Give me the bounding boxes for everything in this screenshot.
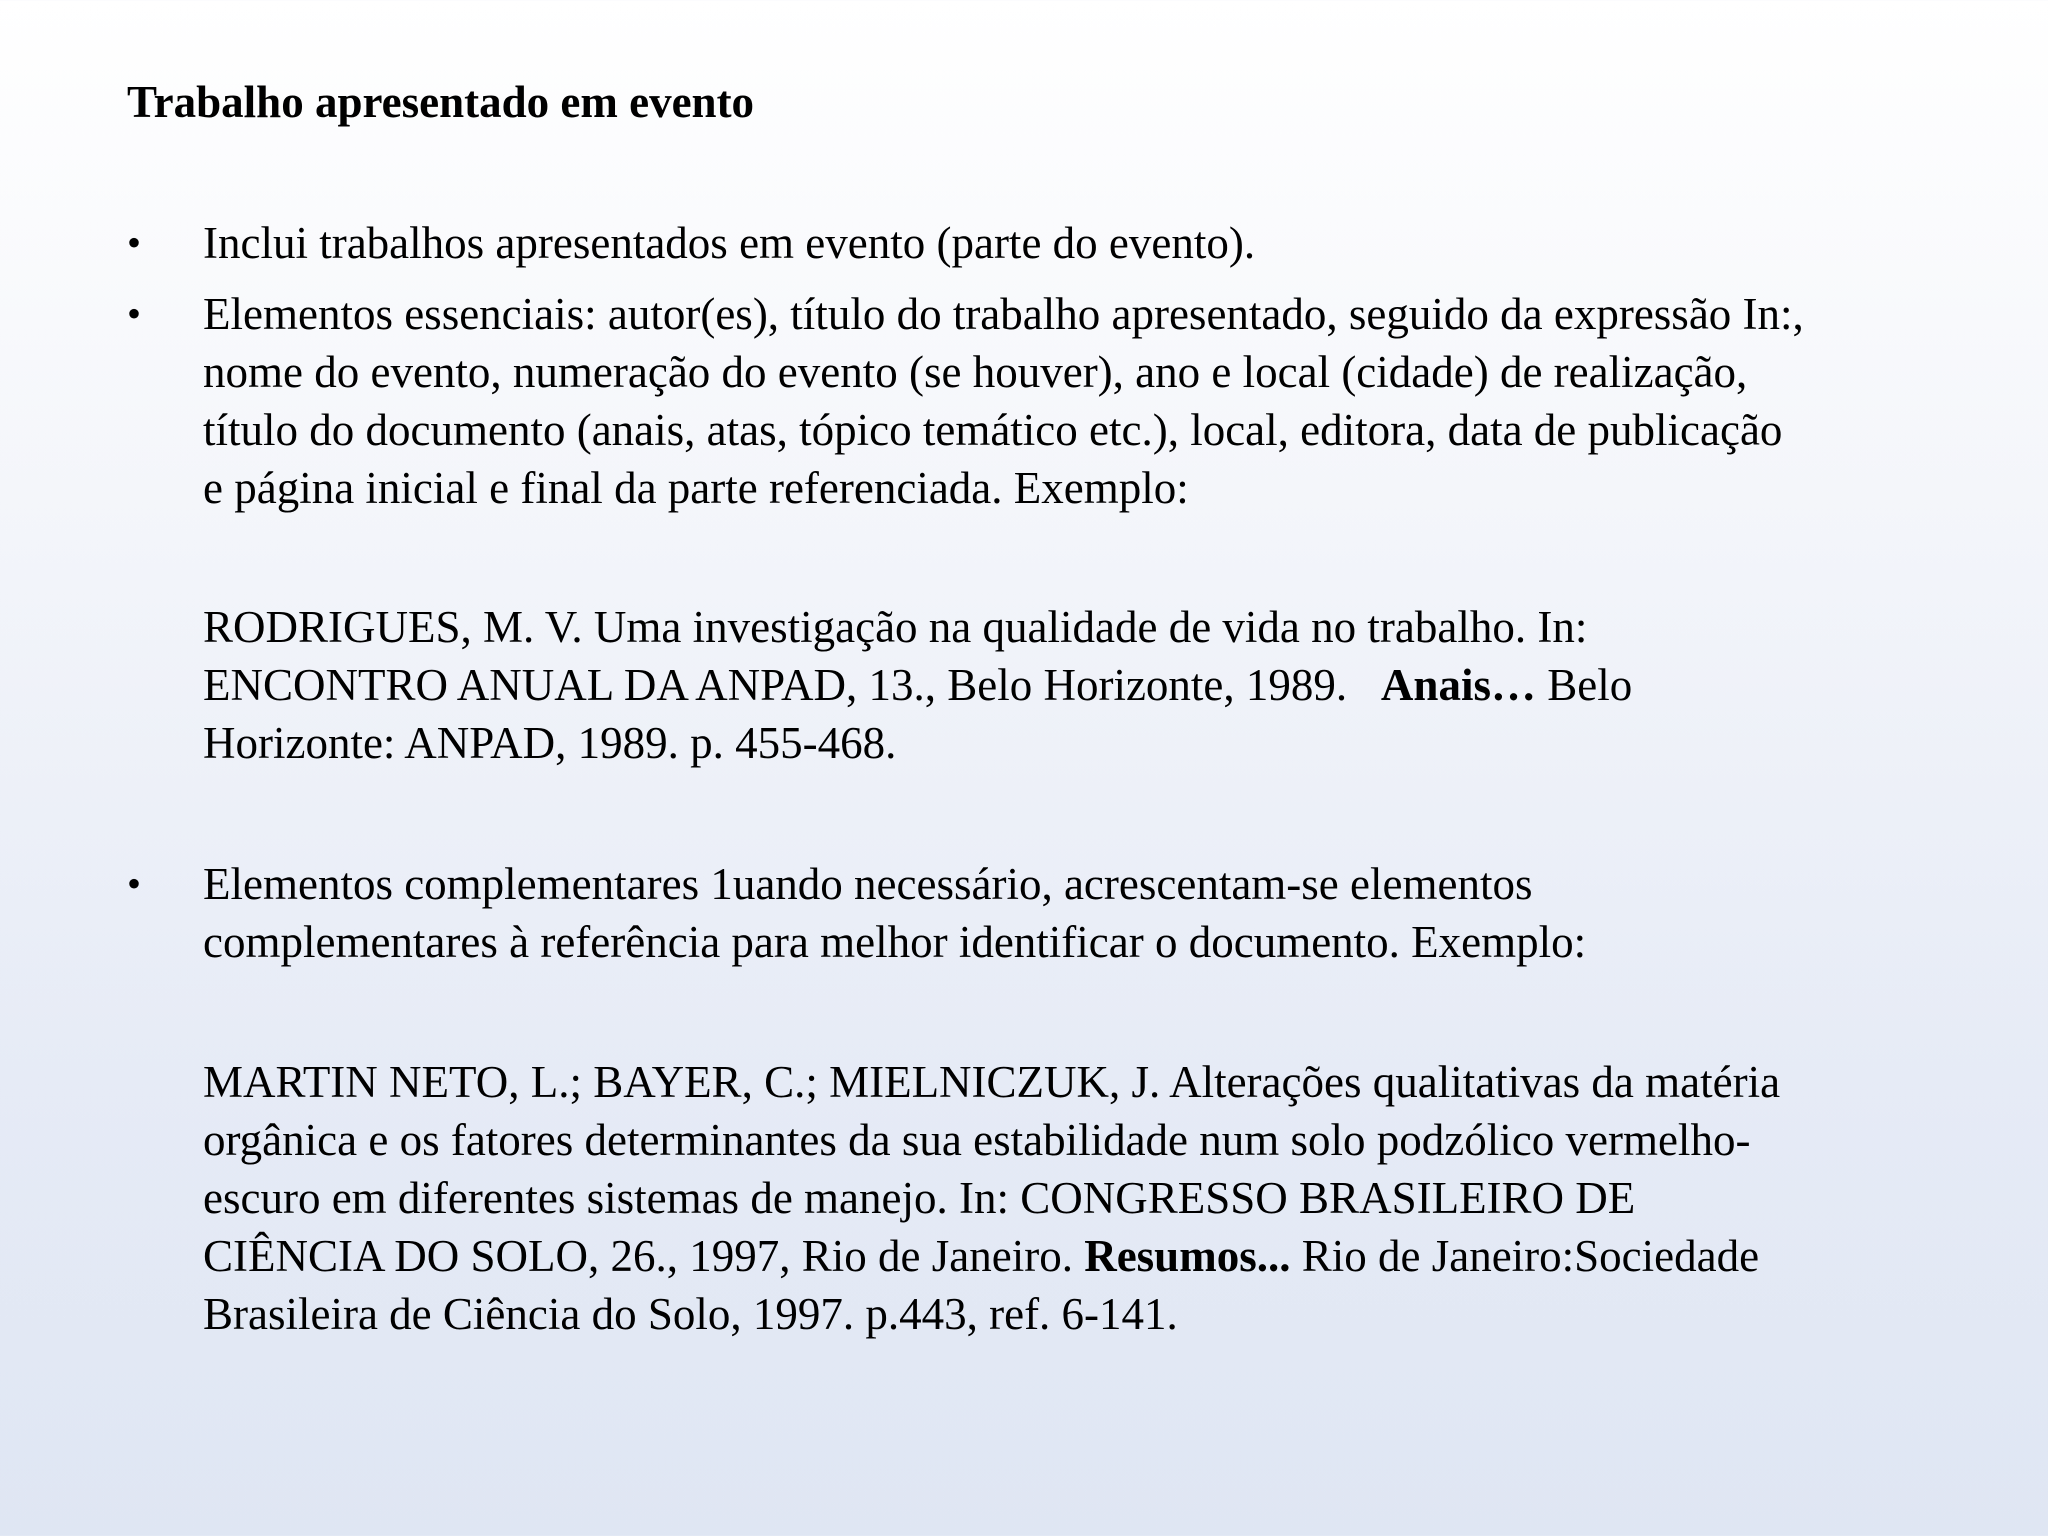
slide-title: Trabalho apresentado em evento <box>127 77 755 127</box>
bullet-text <box>203 285 2048 517</box>
bullet-line: nome do evento, numeração do evento (se houver), ano e local (cidade) de realização, <box>203 347 1748 397</box>
bullet-line: Elementos complementares 1uando necessário, acrescentam-se elementos <box>203 859 1533 909</box>
bullet-text <box>203 214 2048 272</box>
bullet-line: complementares à referência para melhor identificar o documento. Exemplo: <box>203 917 1587 967</box>
reference-line <box>203 1227 2048 1285</box>
reference-line <box>203 656 2048 714</box>
bullet-marker: • <box>127 861 142 906</box>
bullet-line: Inclui trabalhos apresentados em evento (parte do evento). <box>203 218 1256 268</box>
bullet-line: e página inicial e final da parte referenciada. Exemplo: <box>203 463 1189 513</box>
bullet-marker: • <box>127 291 142 336</box>
reference-line: escuro em diferentes sistemas de manejo. In: CONGRESSO BRASILEIRO DE <box>203 1173 1636 1223</box>
reference-segment: Rio de Janeiro:Sociedade <box>1290 1231 1760 1281</box>
reference-text <box>203 1053 2048 1343</box>
reference-title-bold: Resumos... <box>1084 1231 1291 1281</box>
reference-line: Brasileira de Ciência do Solo, 1997. p.443, ref. 6-141. <box>203 1289 1178 1339</box>
reference-title-bold: Anais… <box>1380 660 1536 710</box>
reference-line: RODRIGUES, M. V. Uma investigação na qualidade de vida no trabalho. In: <box>203 602 1588 652</box>
bullet-line: Elementos essenciais: autor(es), título do trabalho apresentado, seguido da expressão In:, <box>203 289 1804 339</box>
reference-line: Horizonte: ANPAD, 1989. p. 455-468. <box>203 718 897 768</box>
bullet-marker: • <box>127 220 142 265</box>
reference-segment: CIÊNCIA DO SOLO, 26., 1997, Rio de Janeiro. <box>203 1231 1085 1281</box>
bullet-text <box>203 855 2048 971</box>
reference-line: orgânica e os fatores determinantes da sua estabilidade num solo podzólico vermelho- <box>203 1115 1751 1165</box>
reference-segment: Belo <box>1535 660 1633 710</box>
reference-segment: ENCONTRO ANUAL DA ANPAD, 13., Belo Horizonte, 1989. <box>203 660 1381 710</box>
reference-line: MARTIN NETO, L.; BAYER, C.; MIELNICZUK, J. Alterações qualitativas da matéria <box>203 1057 1781 1107</box>
bullet-line: título do documento (anais, atas, tópico temático etc.), local, editora, data de publicação <box>203 405 1783 455</box>
reference-text <box>203 598 2048 772</box>
